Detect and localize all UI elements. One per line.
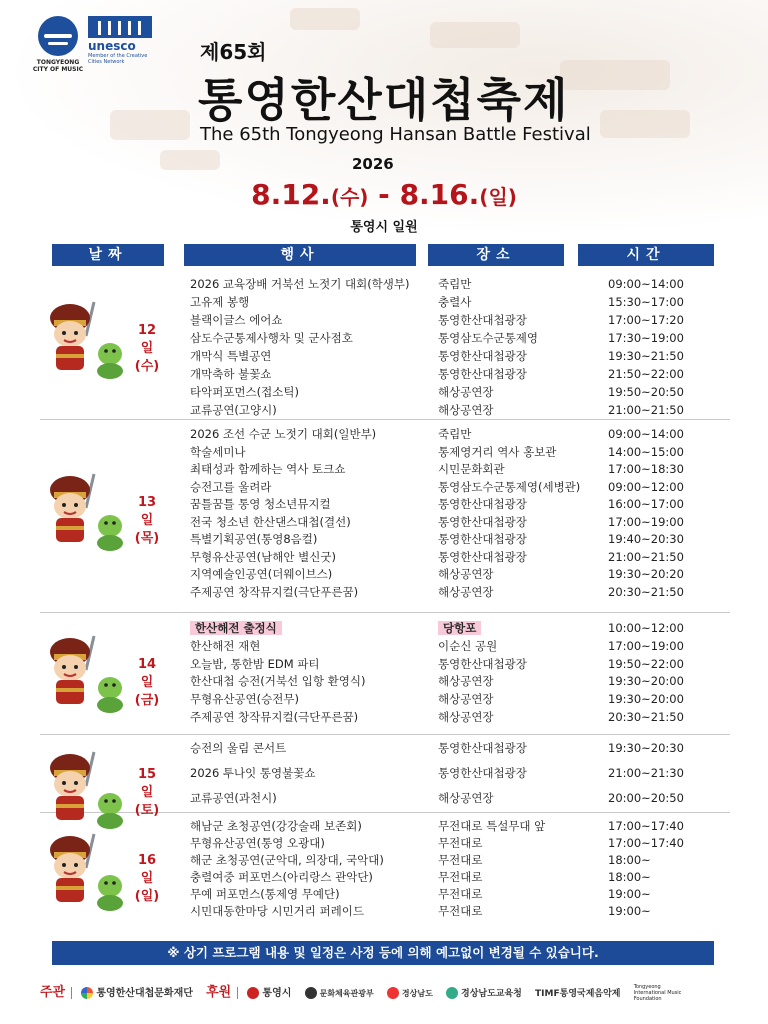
event-place: 통영한산대첩광장	[438, 313, 527, 327]
event-place: 무전대로	[438, 836, 483, 850]
event-time: 20:30~21:50	[608, 710, 684, 724]
event-time: 19:00~	[608, 887, 651, 901]
education-office-icon	[446, 987, 458, 999]
table-row	[40, 348, 730, 365]
event-place: 해상공연장	[438, 710, 494, 724]
date-start: 8.12.	[251, 178, 331, 211]
table-row	[40, 312, 730, 329]
festival-year: 2026	[352, 155, 394, 173]
sponsor-music-foundation: Tongyeong International Music Foundation	[633, 984, 682, 1002]
event-name: 무예 퍼포먼스(통제영 무예단)	[190, 887, 340, 901]
event-name: 타악퍼포먼스(접소틱)	[190, 385, 299, 399]
column-header-event: 행사	[184, 244, 416, 266]
column-header-place: 장소	[428, 244, 564, 266]
event-place: 충렬사	[438, 295, 472, 309]
event-time: 21:00~21:50	[608, 549, 684, 564]
event-name: 무형유산공연(통영 오광대)	[190, 836, 325, 850]
event-name: 교류공연(고양시)	[190, 403, 277, 417]
table-row	[40, 765, 730, 782]
sponsor-tongyeong: 통영시	[262, 988, 292, 999]
table-row	[40, 691, 730, 708]
day-separator	[40, 419, 730, 420]
festival-title-english: The 65th Tongyeong Hansan Battle Festival	[200, 124, 591, 145]
event-time: 10:00~12:00	[608, 621, 684, 635]
event-time: 21:00~21:50	[608, 403, 684, 417]
event-name: 2026 교육장배 거북선 노젓기 대회(학생부)	[190, 277, 410, 291]
event-time: 20:30~21:50	[608, 584, 684, 599]
event-place: 통영한산대첩광장	[438, 514, 527, 529]
event-name: 블랙이글스 에어쇼	[190, 313, 283, 327]
event-name: 꿈틀꿈틀 통영 청소년뮤지컬	[190, 497, 331, 511]
tongyeong-emblem-icon	[247, 987, 259, 999]
day-number: 15일	[137, 767, 157, 800]
event-name: 전국 청소년 한산댄스대첩(결선)	[190, 514, 351, 529]
table-row	[40, 673, 730, 690]
unesco-temple-icon	[88, 16, 152, 38]
event-name: 무형유산공연(남해안 별신굿)	[190, 549, 336, 564]
event-place	[438, 620, 481, 637]
column-header-date: 날짜	[52, 244, 164, 266]
event-time: 14:00~15:00	[608, 444, 684, 459]
event-name: 시민대동한마당 시민거리 퍼레이드	[190, 904, 364, 918]
highlighted-event-name: 한산해전 출정식	[190, 621, 282, 635]
ship-illustration	[600, 110, 690, 138]
event-time: 19:30~21:50	[608, 349, 684, 363]
unesco-wordmark: unesco	[88, 39, 136, 53]
day-of-week: (목)	[134, 531, 160, 546]
event-time: 17:00~17:20	[608, 313, 684, 327]
change-notice: ※ 상기 프로그램 내용 및 일정은 사정 등에 의해 예고없이 변경될 수 있습니다.	[52, 941, 714, 965]
table-row	[40, 330, 730, 347]
ship-illustration	[560, 60, 670, 90]
event-time: 17:00~19:00	[608, 638, 684, 653]
event-place: 무전대로 특설무대 앞	[438, 819, 546, 833]
dow-end: (일)	[479, 185, 517, 209]
event-name: 무형유산공연(승전무)	[190, 692, 299, 707]
table-row	[40, 384, 730, 401]
table-row	[40, 479, 730, 496]
table-row	[40, 709, 730, 726]
day-number: 16일	[137, 853, 157, 886]
sponsor-label: 후원	[206, 985, 232, 1000]
ship-illustration	[290, 8, 360, 30]
event-place: 해상공연장	[438, 385, 494, 399]
event-place: 통영한산대첩광장	[438, 367, 527, 381]
event-place: 통영한산대첩광장	[438, 532, 527, 546]
event-place: 무전대로	[438, 904, 483, 918]
event-time: 19:30~20:20	[608, 567, 684, 581]
event-place: 해상공연장	[438, 674, 494, 689]
event-place: 죽림만	[438, 277, 472, 291]
event-name: 학술세미나	[190, 444, 246, 459]
sponsor-gyeongnam: 경상남도	[401, 989, 433, 998]
highlighted-event-place: 당항포	[438, 621, 481, 635]
event-time: 09:00~14:00	[608, 427, 684, 441]
event-place: 무전대로	[438, 887, 483, 901]
festival-title-korean: 통영한산대첩축제	[198, 73, 570, 127]
date-separator: -	[368, 178, 400, 211]
event-time: 15:30~17:00	[608, 295, 684, 309]
day-of-week: (토)	[134, 803, 160, 818]
column-header-time: 시간	[578, 244, 714, 266]
event-name: 한산해전 재현	[190, 638, 261, 653]
foundation-icon	[81, 987, 93, 999]
unesco-logo	[88, 16, 158, 65]
event-name: 승전고를 울려라	[190, 479, 272, 494]
festival-dates	[0, 178, 768, 211]
event-place: 통영삼도수군통제영(세병관)	[438, 479, 581, 494]
day-number: 14일	[137, 657, 157, 690]
gyeongnam-emblem-icon	[387, 987, 399, 999]
event-place: 통영한산대첩광장	[438, 741, 527, 755]
event-time: 19:50~20:50	[608, 385, 684, 399]
event-time: 17:00~19:00	[608, 514, 684, 529]
venue-label: 통영시 일원	[350, 220, 418, 235]
event-name: 충렬여중 퍼포먼스(아리랑스 관악단)	[190, 870, 373, 884]
event-time: 20:00~20:50	[608, 791, 684, 805]
event-place: 통영한산대첩광장	[438, 656, 527, 671]
table-row	[40, 531, 730, 548]
table-row	[40, 461, 730, 478]
event-name: 2026 투나잇 통영불꽃쇼	[190, 766, 316, 780]
sponsor-ministry: 문화체육관광부	[319, 989, 374, 998]
table-row	[40, 903, 730, 920]
event-name: 한산대첩 승전(거북선 입항 환영식)	[190, 674, 366, 689]
table-row	[40, 869, 730, 886]
table-row	[40, 444, 730, 461]
event-time: 19:30~20:00	[608, 692, 684, 707]
event-place: 무전대로	[438, 853, 483, 867]
event-name: 승전의 울림 콘서트	[190, 741, 287, 755]
event-place: 통제영거리 역사 홍보관	[438, 444, 557, 459]
table-row	[40, 514, 730, 531]
city-music-icon	[38, 16, 78, 56]
tongyeong-city-logo	[30, 16, 86, 73]
event-name: 해군 초청공연(군악대, 의장대, 국악대)	[190, 853, 384, 867]
event-time: 21:00~21:30	[608, 766, 684, 780]
table-row	[40, 620, 730, 637]
event-place: 통영한산대첩광장	[438, 497, 527, 511]
table-row	[40, 790, 730, 807]
event-time: 21:50~22:00	[608, 367, 684, 381]
day-of-week: (수)	[134, 359, 160, 374]
event-name	[190, 620, 282, 637]
event-place: 무전대로	[438, 870, 483, 884]
event-time: 17:30~19:00	[608, 331, 684, 345]
event-place: 통영한산대첩광장	[438, 349, 527, 363]
table-row	[40, 638, 730, 655]
event-place: 이순신 공원	[438, 638, 498, 653]
table-row	[40, 818, 730, 835]
event-name: 주제공연 창작뮤지컬(극단푸른꿈)	[190, 584, 359, 599]
table-row	[40, 740, 730, 757]
event-name: 특별기획공연(통영8음컬)	[190, 532, 318, 546]
event-place: 통영삼도수군통제영	[438, 331, 538, 345]
table-row	[40, 886, 730, 903]
table-row	[40, 366, 730, 383]
sponsor-education-office: 경상남도교육청	[461, 989, 522, 999]
host-label: 주관	[40, 985, 66, 1000]
ship-illustration	[110, 110, 190, 140]
edition-label: 제65회	[200, 40, 267, 64]
day-number: 12일	[137, 323, 157, 356]
event-name: 고유제 봉행	[190, 295, 250, 309]
event-place: 해상공연장	[438, 692, 494, 707]
unesco-subtitle: Member of the Creative Cities Network	[88, 53, 148, 65]
table-row	[40, 549, 730, 566]
day-of-week: (일)	[134, 889, 160, 904]
ship-illustration	[430, 22, 520, 48]
event-time: 19:30~20:00	[608, 674, 684, 689]
host-name: 통영한산대첩문화재단	[96, 988, 193, 999]
ministry-emblem-icon	[305, 987, 317, 999]
event-time: 16:00~17:00	[608, 497, 684, 511]
event-place: 통영한산대첩광장	[438, 766, 527, 780]
event-place: 시민문화회관	[438, 462, 505, 476]
event-name: 개막식 특별공연	[190, 349, 272, 363]
table-row	[40, 402, 730, 419]
table-row	[40, 294, 730, 311]
table-row	[40, 496, 730, 513]
event-name: 지역예술인공연(더웨이브스)	[190, 567, 333, 581]
table-row	[40, 426, 730, 443]
event-name: 해남군 초청공연(강강술래 보존회)	[190, 819, 362, 833]
city-logo-text: TONGYEONG CITY OF MUSIC	[32, 59, 84, 73]
event-time: 19:00~	[608, 904, 651, 918]
event-name: 주제공연 창작뮤지컬(극단푸른꿈)	[190, 710, 359, 724]
event-name: 최태성과 함께하는 역사 토크쇼	[190, 462, 346, 476]
event-place: 해상공연장	[438, 791, 494, 805]
event-time: 17:00~17:40	[608, 836, 684, 850]
event-place: 해상공연장	[438, 403, 494, 417]
event-name: 개막축하 불꽃쇼	[190, 367, 272, 381]
event-place: 해상공연장	[438, 584, 494, 599]
event-place: 죽림만	[438, 427, 472, 441]
dow-start: (수)	[330, 185, 369, 209]
event-time: 18:00~	[608, 853, 651, 867]
event-time: 19:30~20:30	[608, 741, 684, 755]
event-time: 09:00~14:00	[608, 277, 684, 291]
event-time: 19:40~20:30	[608, 532, 684, 546]
day-separator	[40, 612, 730, 613]
day-separator	[40, 734, 730, 735]
event-time: 09:00~12:00	[608, 479, 684, 494]
event-place: 해상공연장	[438, 567, 494, 581]
day-of-week: (금)	[134, 693, 160, 708]
sponsor-timf: TIMF통영국제음악제	[535, 989, 621, 999]
table-row	[40, 584, 730, 601]
table-row	[40, 656, 730, 673]
event-name: 삼도수군통제사행차 및 군사점호	[190, 331, 353, 345]
day-number: 13일	[137, 495, 157, 528]
event-time: 18:00~	[608, 870, 651, 884]
ship-illustration	[160, 150, 220, 170]
event-name: 교류공연(과천시)	[190, 791, 277, 805]
event-name: 오늘밤, 통한밤 EDM 파티	[190, 656, 320, 671]
footer-organizers	[40, 982, 740, 1004]
event-time: 17:00~18:30	[608, 462, 684, 476]
table-row	[40, 835, 730, 852]
date-end: 8.16.	[399, 178, 480, 211]
table-row	[40, 566, 730, 583]
event-name: 2026 조선 수군 노젓기 대회(일반부)	[190, 427, 377, 441]
table-row	[40, 852, 730, 869]
table-row	[40, 276, 730, 293]
event-place: 통영한산대첩광장	[438, 549, 527, 564]
event-time: 19:50~22:00	[608, 656, 684, 671]
event-time: 17:00~17:40	[608, 819, 684, 833]
